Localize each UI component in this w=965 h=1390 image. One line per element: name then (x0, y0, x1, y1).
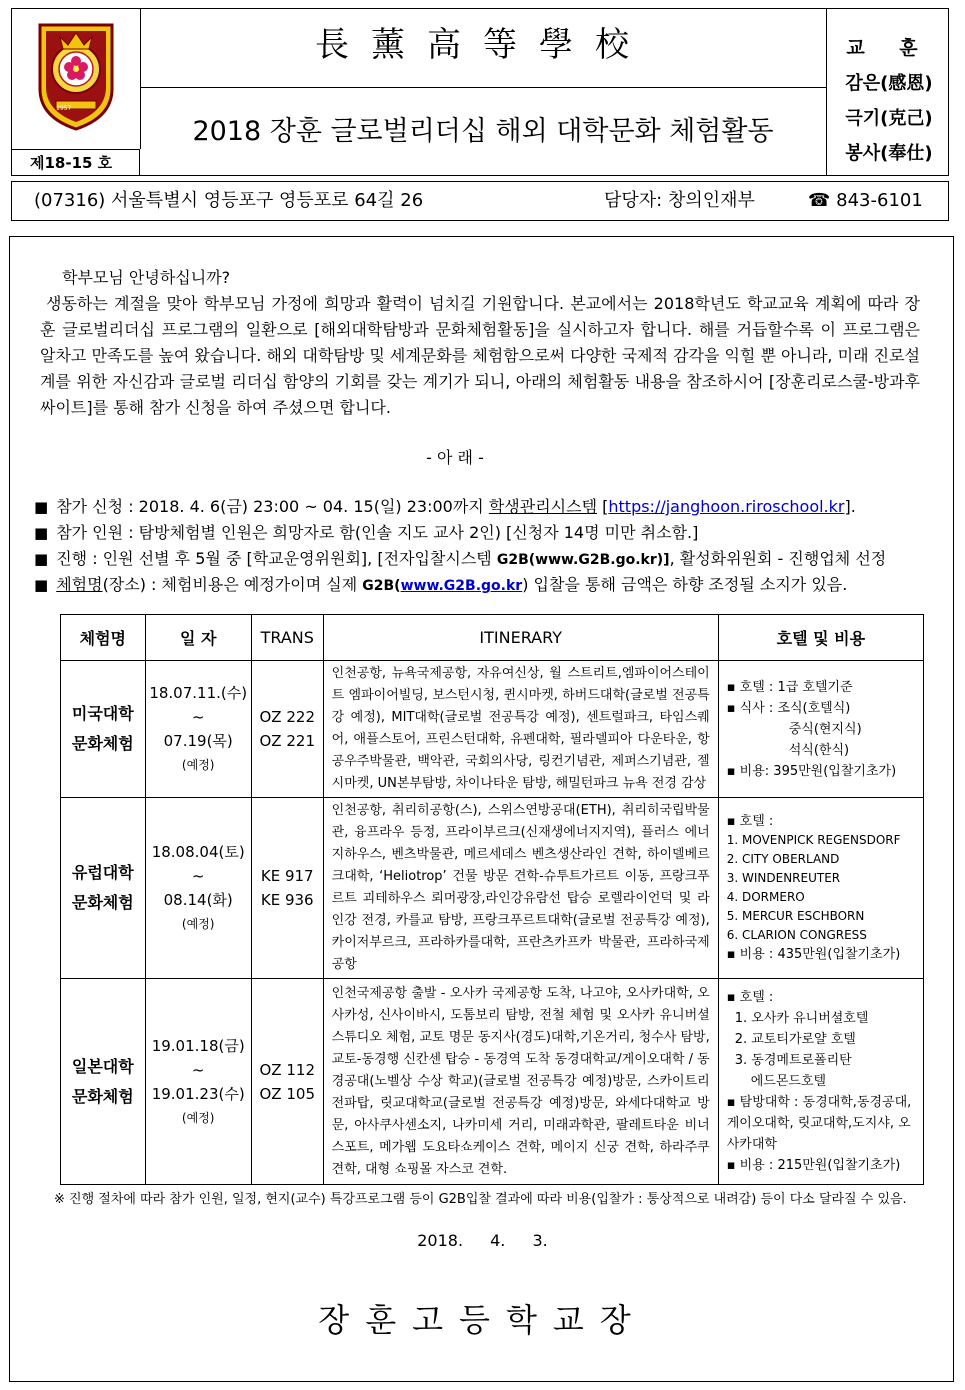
contact-person: 담당자: 창의인재부 (604, 190, 755, 211)
col-header: 호텔 및 비용 (718, 615, 923, 661)
hotel-item: 에드몬드호텔 (750, 1074, 827, 1089)
document-title: 2018 장훈 글로벌리더십 해외 대학문화 체험활동 (192, 116, 774, 147)
trip-date (145, 979, 251, 1185)
school-name: 長薰高等學校 (140, 9, 826, 88)
hotel-item: 5. MERCUR ESCHBORN (726, 909, 865, 923)
people-label: 참가 인원 (56, 523, 124, 542)
cost-line: ▪ 비용: 395만원(입찰기초가) (726, 763, 897, 779)
issue-number: 제18-15 호 (12, 149, 140, 176)
exp-text-2: 체험비용은 예정가이며 실제 (161, 575, 363, 594)
table-header-row (61, 615, 924, 661)
school-address: (07316) 서울특별시 영등포구 영등포로 64길 26 (34, 190, 424, 211)
meal-line: 석식(한식) (788, 742, 850, 758)
hotel-item: 2. 교토티가로얄 호텔 (734, 1032, 856, 1047)
bullet-process (34, 547, 886, 572)
table-row (61, 661, 924, 798)
col-header: ITINERARY (323, 615, 718, 661)
motto-item: 감은(感恩) (845, 73, 933, 94)
document-header (11, 8, 949, 176)
hotel-title: ▪ 호텔 : (726, 990, 774, 1005)
meal-line: ▪ 식사 : 조식(호텔식) (726, 700, 851, 716)
date-sep: ~ (191, 1060, 205, 1079)
cost-line: ▪ 비용 : 435만원(입찰기초가) (726, 947, 901, 962)
process-label: 진행 (56, 549, 88, 568)
principal-signature: 장훈고등학교장 (318, 1301, 647, 1339)
footnote: ※ 진행 절차에 따라 참가 인원, 일정, 현지(교수) 특강프로그램 등이 G2B입찰 결과에 따라 비용(입찰가 : 통상적으로 내려감) 등이 다소 달라질 수 있음. (54, 1192, 907, 1207)
bullet-apply: ■ 참가 신청 : 2018. 4. 6(금) 23:00 ~ 04. 15(일) 23:00까지 학생관리시스템 [https://janghoon.riroschool.kr]. (34, 497, 856, 516)
date-start: 18.07.11.(수) (149, 684, 248, 702)
motto-title: 교 훈 (846, 37, 932, 59)
trip-date (145, 661, 251, 798)
hotel-item: 3. WINDENREUTER (726, 871, 841, 885)
hotel-item: 1. MOVENPICK REGENSDORF (726, 833, 901, 847)
motto-item: 봉사(奉仕) (845, 143, 933, 164)
trip-trans (251, 979, 323, 1185)
trip-name-line: 일본대학 (71, 1056, 134, 1076)
g2b-url-link[interactable]: www.G2B.go.kr (400, 578, 523, 594)
hotel-line: ▪ 호텔 : 1급 호텔기준 (726, 679, 853, 695)
date-note: (예정) (181, 917, 215, 931)
date-end: 08.14(화) (163, 891, 233, 909)
address-bar (11, 181, 949, 221)
bullet-experience (34, 573, 847, 598)
table-row (61, 798, 924, 979)
col-header: 일 자 (145, 615, 251, 661)
phone-number: ☎ 843-6101 (808, 190, 923, 211)
notice-heading: - 아 래 - (426, 448, 484, 467)
trip-trans (251, 798, 323, 979)
flight: OZ 105 (259, 1084, 315, 1103)
motto-item: 극기(克己) (845, 108, 933, 129)
logo-cell (12, 9, 141, 149)
trip-name-line: 문화체험 (71, 1086, 134, 1106)
letter-body (9, 236, 954, 1382)
meal-line: 중식(현지식) (788, 721, 862, 737)
exp-label: 체험명 (56, 575, 103, 594)
hotel-item: 6. CLARION CONGRESS (726, 928, 867, 942)
trip-itinerary: 인천공항, 뉴욕국제공항, 자유여신상, 월 스트리트,엠파이어스테이트 엠파이어빌딩, 보스턴시청, 퀸시마켓, 하버드대학(글로벌 전공특강 예정), MIT대학(글로벌 전공특강 예정), 센트럴파크, 타임스퀘어, 애플스토어, 프린스턴대학, 유펜대학, 필라델피아 다운타운, 항공우주박물관, 백악관, 국회의사당, 링컨기념관, 제퍼스기념관, 젤시마켓, UN본부탐방, 차이나타운 탐방, 해밀턴파크 뉴욕 전경 감상 (323, 661, 718, 798)
logo-year: 1957 (56, 105, 72, 112)
visit-line: ▪ 탐방대학 : 동경대학,동경공대, 게이오대학, 릿교대학,도지샤, 오사카대학 (726, 1095, 912, 1152)
apply-label: 참가 신청 (56, 497, 124, 516)
apply-text: : 2018. 4. 6(금) 23:00 ~ 04. 15(일) 23:00까지 (123, 497, 489, 516)
trip-date (145, 798, 251, 979)
date-sep: ~ (191, 708, 205, 726)
g2b-text: G2B(www.G2B.go.kr)] (496, 552, 670, 568)
apply-url-link[interactable]: https://janghoon.riroschool.kr (608, 497, 845, 516)
trip-table (60, 614, 924, 1185)
trip-trans (251, 661, 323, 798)
trip-name-line: 문화체험 (71, 893, 134, 912)
square-bullet-icon: ■ (34, 576, 49, 594)
trip-name (61, 979, 146, 1185)
trip-hotel (718, 979, 923, 1185)
school-emblem-icon (34, 17, 118, 133)
flight: OZ 221 (259, 732, 315, 750)
hotel-item: 3. 동경메트로폴리탄 (734, 1053, 852, 1068)
flight: KE 917 (260, 867, 314, 885)
trip-name (61, 661, 146, 798)
greeting: 학부모님 안녕하십니까? (62, 268, 231, 287)
col-header: TRANS (251, 615, 323, 661)
date-end: 19.01.23(수) (151, 1084, 245, 1103)
hotel-item: 4. DORMERO (726, 890, 805, 904)
table-row (61, 979, 924, 1185)
flight: KE 936 (260, 891, 314, 909)
trip-itinerary: 인천국제공항 출발 - 오사카 국제공항 도착, 나고야, 오사카대학, 오사카성, 신사이바시, 도톰보리 탐방, 전철 체험 및 오사카 유니버셜 스튜디오 체험, 교토 명문 동지사(경도)대학,기온거리, 청수사 탐방, 교토-동경행 신칸센 탑승 - 동경역 도착 동경대학교/게이오대학 / 동경공대(노벨상 수상 학교)(글로벌 전공특강 예정)방문, 스카이트리 전파탑, 릿교대학교(글로벌 전공특강 예정)방문, 와세다대학교 방문, 아사쿠사센소지, 나카미세 거리, 미래과학관, 팔레트타운 비너스포트, 메가웹 도요타쇼케이스 견학, 메이지 신궁 견학, 하라주쿠 견학, 대형 쇼핑몰 자스코 견학. (323, 979, 718, 1185)
trip-hotel (718, 798, 923, 979)
exp-text: (장소) : (102, 575, 162, 594)
date-start: 19.01.18(금) (151, 1036, 245, 1055)
issue-date: 2018. 4. 3. (417, 1231, 548, 1250)
process-text-2: , 활성화위원회 - 진행업체 선정 (669, 549, 887, 568)
exp-g2b: G2B( (362, 578, 401, 594)
date-start: 18.08.04(토) (151, 843, 245, 861)
flight: OZ 222 (259, 708, 315, 726)
bullet-people (34, 521, 698, 545)
trip-hotel (718, 661, 923, 798)
hotel-item: 1. 오사카 유니버셜호텔 (734, 1011, 869, 1026)
cost-line: ▪ 비용 : 215만원(입찰기초가) (726, 1158, 901, 1173)
trip-name-line: 미국대학 (71, 704, 134, 723)
trip-name-line: 문화체험 (71, 734, 134, 753)
trip-itinerary: 인천공항, 취리히공항(스), 스위스연방공대(ETH), 취리히국립박물관, 융프라우 등정, 프라이부르크(신재생에너지지역), 플러스 에너지하우스, 벤츠박물관, 메르세데스 벤츠생산라인 견학, 하이델베르크대학, ‘Heliotrop’ 건물 방문 견학-슈투트가르트 이동, 프랑크푸르트 괴테하우스 뢰머광장,라인강유람선 탑승 로렐라이언덕 및 라인강 전경, 카를교 탐방, 프랑크푸르트대학(글로벌 전공특강 예정), 카이저부르크, 프라하카를대학, 프란츠카프카 박물관, 프라하국제공항 (323, 798, 718, 979)
trip-name (61, 798, 146, 979)
square-bullet-icon: ■ (34, 498, 49, 516)
hotel-title: ▪ 호텔 : (726, 814, 774, 829)
flight: OZ 112 (259, 1060, 315, 1079)
date-note: (예정) (181, 1110, 215, 1125)
trip-name-line: 유럽대학 (71, 863, 134, 882)
exp-text-3: ) 입찰을 통해 금액은 하향 조정될 소지가 있음. (522, 575, 848, 594)
intro-paragraph: 생동하는 계절을 맞아 학부모님 가정에 희망과 활력이 넘치길 기원합니다. 본교에서는 2018학년도 학교교육 계획에 따라 장훈 글로벌리더십 프로그램의 일환으로 [해외대학탐방과 문화체험활동]을 실시하고자 합니다. 해를 거듭할수록 이 프로그램은 알차고 만족도를 높여 왔습니다. 해외 대학탐방 및 세계문화를 체험함으로써 다양한 국제적 감각을 익힐 뿐 아니라, 미래 진로설계를 위한 자신감과 글로벌 리더십 함양의 기회를 갖는 계기가 되니, 아래의 체험활동 내용을 참조하시어 [장훈리로스쿨-방과후싸이트]를 통해 참가 신청을 하여 주셨으면 합니다. (40, 294, 920, 417)
school-motto (826, 9, 951, 176)
square-bullet-icon: ■ (34, 524, 49, 542)
hotel-item: 2. CITY OBERLAND (726, 852, 840, 866)
square-bullet-icon: ■ (34, 550, 49, 568)
col-header: 체험명 (61, 615, 146, 661)
apply-system-link[interactable]: 학생관리시스템 (488, 497, 598, 516)
people-text: : 탐방체험별 인원은 희망자로 함(인솔 지도 교사 2인) [신청자 14명 미만 취소함.] (123, 523, 699, 542)
date-note: (예정) (181, 758, 215, 772)
process-text: : 인원 선별 후 5월 중 [학교운영위원회], [전자입찰시스템 (87, 549, 497, 568)
date-sep: ~ (191, 867, 205, 885)
date-end: 07.19(목) (163, 732, 233, 750)
